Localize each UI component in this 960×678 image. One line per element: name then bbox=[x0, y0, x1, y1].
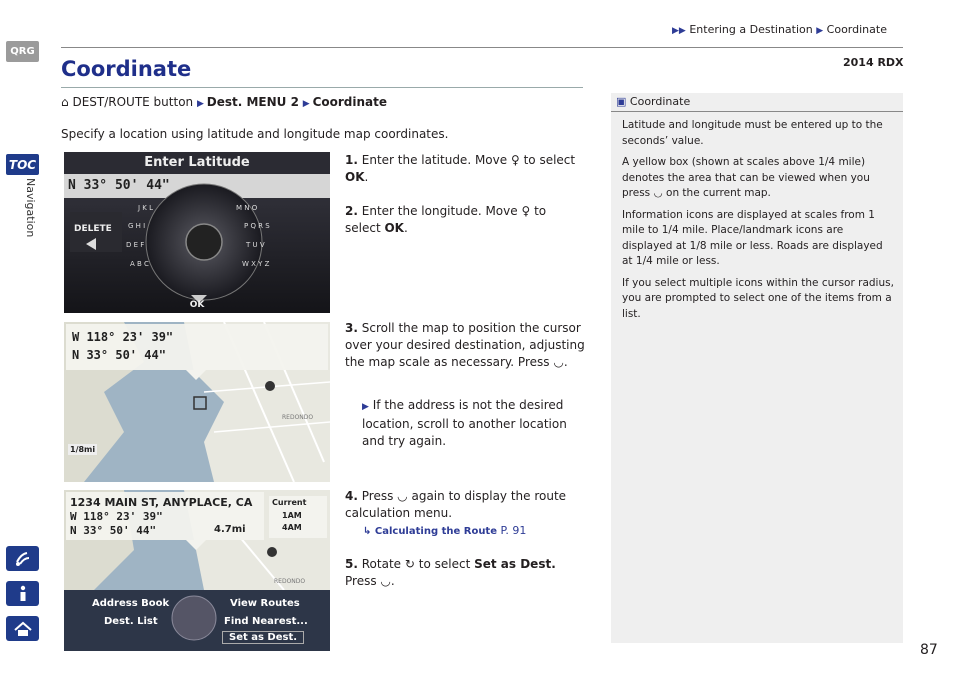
arrow-icon: ▶ bbox=[302, 99, 313, 109]
rotate-knob-icon: ↻ bbox=[404, 557, 415, 571]
route-distance: 4.7mi bbox=[214, 524, 246, 535]
path-menu: Dest. MENU 2 bbox=[206, 95, 299, 109]
latitude-entry-screen bbox=[64, 152, 330, 313]
key-jkl[interactable]: J K L bbox=[138, 204, 154, 212]
arrow-icon: ▶ bbox=[362, 402, 369, 412]
path-button: DEST/ROUTE button bbox=[72, 95, 194, 109]
dest-list-item[interactable]: Dest. List bbox=[104, 616, 158, 627]
breadcrumb-item[interactable]: Entering a Destination bbox=[689, 23, 813, 36]
route-latitude: N 33° 50' 44" bbox=[70, 524, 157, 537]
key-wxyz[interactable]: W X Y Z bbox=[242, 260, 270, 268]
key-def[interactable]: D E F bbox=[126, 241, 145, 249]
section-label: Navigation bbox=[24, 178, 37, 238]
note-paragraph: Information icons are displayed at scales from 1 mile to 1/4 mile. Place/landmark icons are displayed at 1/8 mile or less. Roads are displayed at 1/4 mile or less. bbox=[622, 208, 883, 267]
note-icon: ▣ bbox=[616, 95, 627, 108]
title-rule bbox=[61, 87, 583, 88]
arrow-icon: ▶▶ bbox=[672, 26, 686, 36]
current-time-label: Current bbox=[272, 498, 307, 507]
map-longitude: W 118° 23' 39" bbox=[72, 330, 174, 344]
address-book-item[interactable]: Address Book bbox=[92, 598, 170, 609]
key-tuv[interactable]: T U V bbox=[246, 241, 265, 249]
step-3-note: ▶ If the address is not the desired location, scroll to another location and try again. bbox=[362, 398, 567, 448]
delete-key[interactable]: DELETE bbox=[74, 224, 112, 234]
toc-button[interactable]: TOC bbox=[6, 154, 39, 175]
key-ghi[interactable]: G H I bbox=[128, 222, 146, 230]
route-address: 1234 MAIN ST, ANYPLACE, CA bbox=[70, 496, 253, 509]
key-mno[interactable]: M N O bbox=[236, 204, 258, 212]
ok-key[interactable]: OK bbox=[189, 300, 205, 310]
note-body bbox=[622, 118, 894, 328]
note-paragraph: Latitude and longitude must be entered up to the seconds’ value. bbox=[622, 119, 883, 147]
route-place-label: REDONDO bbox=[274, 578, 306, 585]
latitude-value: N 33° 50' 44" bbox=[68, 178, 170, 193]
set-as-dest-item[interactable]: Set as Dest. bbox=[222, 631, 304, 644]
page-number: 87 bbox=[920, 642, 938, 658]
joystick-icon: ♀ bbox=[510, 153, 520, 167]
screen-heading: Enter Latitude bbox=[144, 155, 250, 170]
joystick-icon: ♀ bbox=[521, 204, 531, 218]
time-1am: 1AM bbox=[282, 511, 302, 520]
calculating-route-link[interactable]: ↳ Calculating the Route P. 91 bbox=[363, 524, 527, 537]
breadcrumb bbox=[672, 23, 887, 36]
note-paragraph: A yellow box (shown at scales above 1/4 mile) denotes the area that can be viewed when you press ◡ on the current map. bbox=[622, 156, 870, 199]
route-menu-screen bbox=[64, 490, 330, 651]
link-icon: ↳ bbox=[363, 526, 372, 537]
key-pqrs[interactable]: P Q R S bbox=[244, 222, 270, 230]
coordinate-map-screen bbox=[64, 322, 330, 482]
step-2: 2. Enter the longitude. Move ♀ to select OK. bbox=[345, 204, 547, 235]
page-title: Coordinate bbox=[61, 57, 192, 81]
step-4: 4. Press ◡ again to display the route calculation menu. bbox=[345, 489, 567, 520]
intro-text: Specify a location using latitude and longitude map coordinates. bbox=[61, 127, 449, 141]
note-paragraph: If you select multiple icons within the cursor radius, you are prompted to select one of the items from a list. bbox=[622, 276, 894, 320]
header-rule bbox=[61, 47, 903, 48]
map-scale[interactable]: 1/8mi bbox=[70, 445, 96, 454]
key-abc[interactable]: A B C bbox=[130, 260, 149, 268]
step-3: 3. Scroll the map to position the cursor over your desired destination, adjusting the map scale as necessary. Press ◡. bbox=[345, 321, 585, 369]
enter-button-icon: ◡ bbox=[653, 187, 663, 199]
qrg-button[interactable]: QRG bbox=[6, 41, 39, 62]
step-5: 5. Rotate ↻ to select Set as Dest. Press ◡. bbox=[345, 557, 556, 588]
time-4am: 4AM bbox=[282, 523, 302, 532]
model-label: 2014 RDX bbox=[843, 56, 904, 69]
path-item: Coordinate bbox=[312, 95, 387, 109]
enter-button-icon: ◡ bbox=[553, 355, 564, 369]
map-latitude: N 33° 50' 44" bbox=[72, 348, 166, 362]
map-place-label: REDONDO bbox=[282, 414, 314, 421]
enter-button-icon: ◡ bbox=[397, 489, 408, 503]
breadcrumb-item[interactable]: Coordinate bbox=[826, 23, 887, 36]
home-button-icon: ⌂ bbox=[61, 95, 69, 109]
step-1: 1. Enter the latitude. Move ♀ to select OK. bbox=[345, 153, 576, 184]
note-rule bbox=[611, 111, 903, 112]
menu-path bbox=[61, 95, 387, 109]
note-heading: ▣ Coordinate bbox=[616, 95, 691, 108]
enter-button-icon: ◡ bbox=[380, 574, 391, 588]
view-routes-item[interactable]: View Routes bbox=[230, 598, 300, 609]
route-longitude: W 118° 23' 39" bbox=[70, 510, 163, 523]
voice-icon[interactable] bbox=[6, 546, 39, 571]
home-icon[interactable] bbox=[6, 616, 39, 641]
arrow-icon: ▶ bbox=[816, 26, 824, 36]
arrow-icon: ▶ bbox=[196, 99, 207, 109]
find-nearest-item[interactable]: Find Nearest... bbox=[224, 616, 308, 627]
info-icon[interactable] bbox=[6, 581, 39, 606]
